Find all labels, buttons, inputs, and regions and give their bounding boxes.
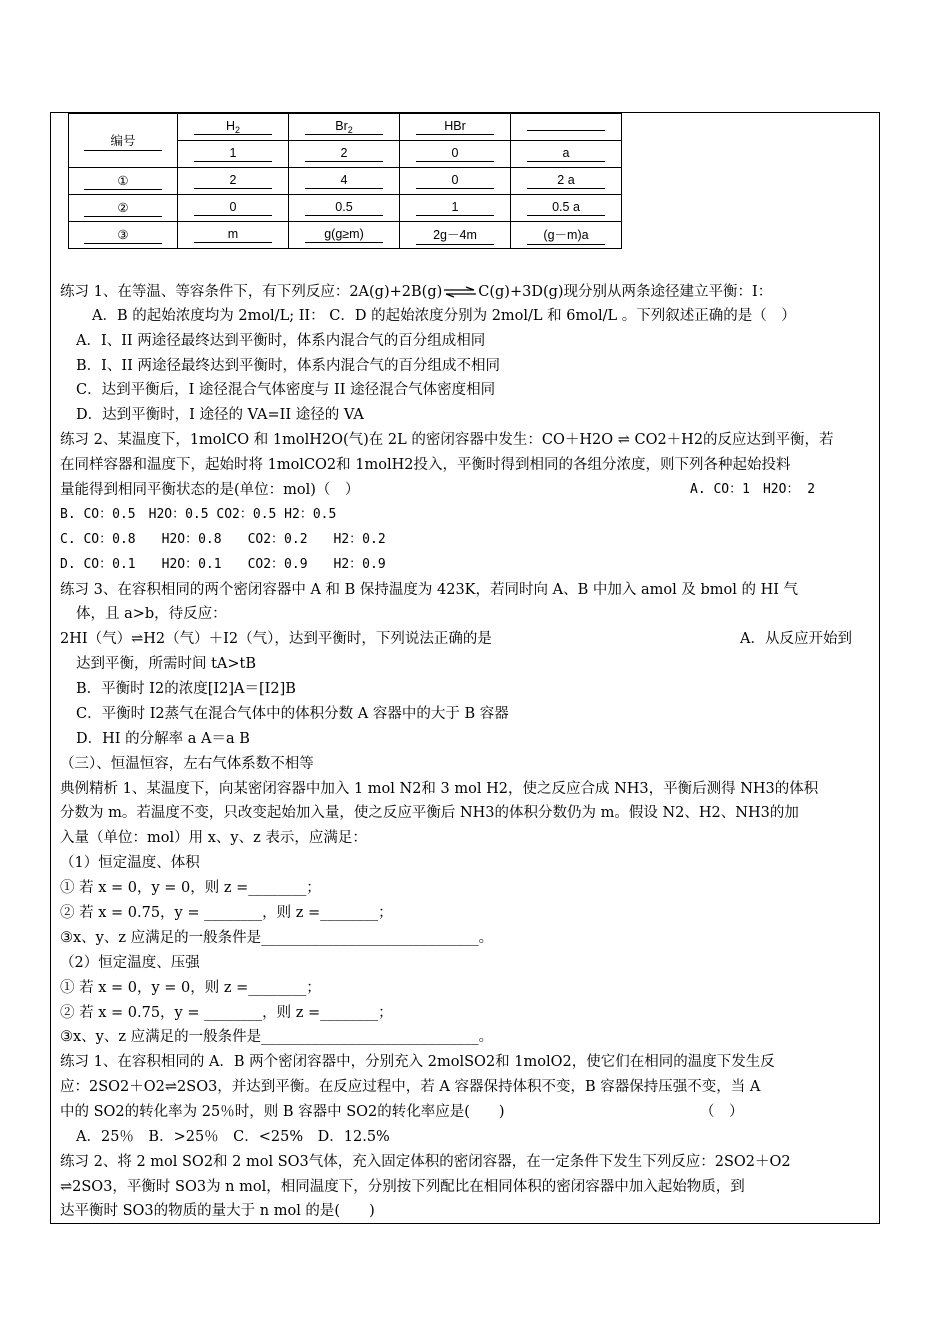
- section-heading: （三）、恒温恒容，左右气体系数不相等: [60, 756, 314, 772]
- table-row: [69, 195, 622, 222]
- ex4-line2: 应：2SO2＋O2⇌2SO3，并达到平衡。在反应过程中，若 A 容器保持体积不变，B 容器保持压强不变，当 A: [60, 1079, 761, 1095]
- ex3-line3: 2HI（气）⇌H2（气）＋I2（气），达到平衡时，下列说法正确的是: [60, 631, 492, 647]
- ex1-option-b: B．I、II 两途径最终达到平衡时，体系内混合气的百分组成不相同: [76, 358, 500, 374]
- table-cell: [400, 141, 511, 168]
- ex3-option-c: C．平衡时 I2蒸气在混合气体中的体积分数 A 容器中的大于 B 容器: [76, 706, 509, 722]
- ex5-line1: 练习 2、将 2 mol SO2和 2 mol SO3气体，充入固定体积的密闭容器，在一定条件下发生下列反应：2SO2＋O2: [60, 1154, 791, 1170]
- ex1-option-d: D．达到平衡时，I 途径的 VA=II 途径的 VA: [76, 407, 364, 423]
- cell: g(g≥m): [305, 227, 383, 243]
- ex1-option-a: A．I、II 两途径最终达到平衡时，体系内混合气的百分组成相同: [76, 333, 486, 349]
- cell: (g－m)a: [527, 225, 605, 245]
- ex4-line1: 练习 1、在容积相同的 A．B 两个密闭容器中，分别充入 2molSO2和 1molO2，使它们在相同的温度下发生反: [60, 1054, 775, 1070]
- ex2-option-c: C. CO：0.8 H2O：0.8 CO2：0.2 H2：0.2: [60, 532, 386, 547]
- ex3-line1: 练习 3、在容积相同的两个密闭容器中 A 和 B 保持温度为 423K，若同时向 A、B 中加入 amol 及 bmol 的 HI 气: [60, 582, 799, 598]
- table-cell: [511, 141, 622, 168]
- ex2-line1: 练习 2、某温度下，1molCO 和 1molH2O(气)在 2L 的密闭容器中发生：CO＋H2O ⇌ CO2＋H2的反应达到平衡，若: [60, 432, 834, 448]
- table-cell: [178, 195, 289, 222]
- table-cell: [289, 168, 400, 195]
- table-row: [69, 114, 622, 141]
- cell: 1: [416, 200, 494, 216]
- example-part2-q2: ② 若 x = 0.75，y = ________，则 z =________；: [60, 1005, 393, 1021]
- ex5-line3: 达平衡时 SO3的物质的量大于 n mol 的是( ): [60, 1203, 375, 1219]
- cell: 0.5 a: [527, 200, 605, 216]
- example-part1-heading: （1）恒定温度、体积: [60, 855, 200, 871]
- example-line1: 典例精析 1、某温度下，向某密闭容器中加入 1 mol N2和 3 mol H2，使之反应合成 NH3，平衡后测得 NH3的体积: [60, 781, 819, 797]
- cell: 0: [194, 200, 272, 216]
- table-cell: [178, 222, 289, 249]
- table-cell: [400, 195, 511, 222]
- table-cell: [400, 168, 511, 195]
- ex2-option-a: A. CO：1 H2O： 2: [690, 482, 816, 497]
- ex1-text-b: C(g)+3D(g)现分别从两条途径建立平衡：I：: [478, 284, 773, 300]
- cell: 1: [194, 146, 272, 162]
- example-line3: 入量（单位：mol）用 x、y、z 表示，应满足：: [60, 830, 367, 846]
- ex3-option-b: B．平衡时 I2的浓度[I2]A＝[I2]B: [76, 681, 296, 697]
- example-line2: 分数为 m。若温度不变，只改变起始加入量，使之反应平衡后 NH3的体积分数仍为 m。假设 N2、H2、NH3的加: [60, 805, 799, 821]
- ex3-option-a-start: A．从反应开始到: [740, 631, 852, 647]
- ex1-line2: A．B 的起始浓度均为 2mol/L; II： C．D 的起始浓度分别为 2mol/L 和 6mol/L 。下列叙述正确的是（ ）: [92, 308, 796, 324]
- table-cell: [178, 141, 289, 168]
- table-cell: [289, 141, 400, 168]
- table-cell: [400, 222, 511, 249]
- table-cell: [511, 195, 622, 222]
- table-cell: [69, 114, 178, 168]
- table-cell: [400, 114, 511, 141]
- table-cell: [69, 168, 178, 195]
- header-br2: $Br_2$: [305, 119, 383, 135]
- table-cell: [511, 222, 622, 249]
- example-part2-q1: ① 若 x = 0，y = 0，则 z =________；: [60, 980, 321, 996]
- cell: a: [527, 146, 605, 162]
- ex3-line2: 体，且 a>b，待反应：: [76, 606, 227, 622]
- cell: ③: [84, 227, 162, 244]
- example-part1-q1: ① 若 x = 0，y = 0，则 z =________；: [60, 880, 321, 896]
- equilibrium-table: [68, 113, 622, 249]
- ex3-option-d: D．HI 的分解率 a A＝a B: [76, 731, 250, 747]
- cell: 2: [305, 146, 383, 162]
- cell: 2 a: [527, 173, 605, 189]
- ex1-option-c: C．达到平衡后，I 途径混合气体密度与 II 途径混合气体密度相同: [76, 382, 496, 398]
- cell: 4: [305, 173, 383, 189]
- cell: 2g－4m: [416, 225, 494, 245]
- table-cell: [178, 114, 289, 141]
- ex3-option-a-end: 达到平衡，所需时间 tA>tB: [76, 656, 257, 672]
- table-cell: [69, 195, 178, 222]
- ex4-answer-paren: （ ）: [700, 1104, 744, 1120]
- ex4-line3: 中的 SO2的转化率为 25％时，则 B 容器中 SO2的转化率应是( ): [60, 1104, 505, 1120]
- cell: ①: [84, 173, 162, 190]
- example-part1-q2: ② 若 x = 0.75，y = ________，则 z =________；: [60, 905, 393, 921]
- example-part2-q3: ③x、y、z 应满足的一般条件是______________________________。: [60, 1029, 494, 1045]
- ex2-line3: 量能得到相同平衡状态的是(单位：mol)（ ）: [60, 482, 360, 498]
- cell: 0.5: [305, 200, 383, 216]
- ex4-options: A．25％ B．>25％ C．<25% D．12.5%: [76, 1129, 390, 1145]
- cell: 0: [416, 173, 494, 189]
- table-cell: [511, 114, 622, 141]
- ex2-line2: 在同样容器和温度下，起始时将 1molCO2和 1molH2投入，平衡时得到相同的各组分浓度，则下列各种起始投料: [60, 457, 791, 473]
- header-cell-label: 编号: [84, 131, 162, 151]
- header-h2: $H_2$: [194, 119, 272, 135]
- table-cell: [289, 222, 400, 249]
- table-row: [69, 222, 622, 249]
- table-cell: [289, 114, 400, 141]
- table-cell: [289, 195, 400, 222]
- ex1-text-a: 练习 1、在等温、等容条件下，有下列反应：2A(g)+2B(g): [60, 284, 443, 300]
- table-cell: [69, 222, 178, 249]
- table-cell: [178, 168, 289, 195]
- ex2-option-b: B. CO：0.5 H2O：0.5 CO2：0.5 H2：0.5: [60, 507, 337, 522]
- cell: 2: [194, 173, 272, 189]
- table-cell: [511, 168, 622, 195]
- cell: m: [194, 227, 272, 243]
- table-row: [69, 168, 622, 195]
- equilibrium-arrow-icon: [442, 286, 478, 298]
- ex5-line2: ⇌2SO3，平衡时 SO3为 n mol，相同温度下，分别按下列配比在相同体积的密闭容器中加入起始物质，到: [60, 1179, 745, 1195]
- header-blank: [527, 129, 605, 131]
- example-part2-heading: （2）恒定温度、压强: [60, 955, 200, 971]
- cell: ②: [84, 200, 162, 217]
- header-hbr: HBr: [416, 119, 494, 135]
- ex1-question: [60, 282, 772, 302]
- example-part1-q3: ③x、y、z 应满足的一般条件是______________________________。: [60, 930, 494, 946]
- cell: 0: [416, 146, 494, 162]
- ex2-option-d: D. CO：0.1 H2O：0.1 CO2：0.9 H2：0.9: [60, 557, 386, 572]
